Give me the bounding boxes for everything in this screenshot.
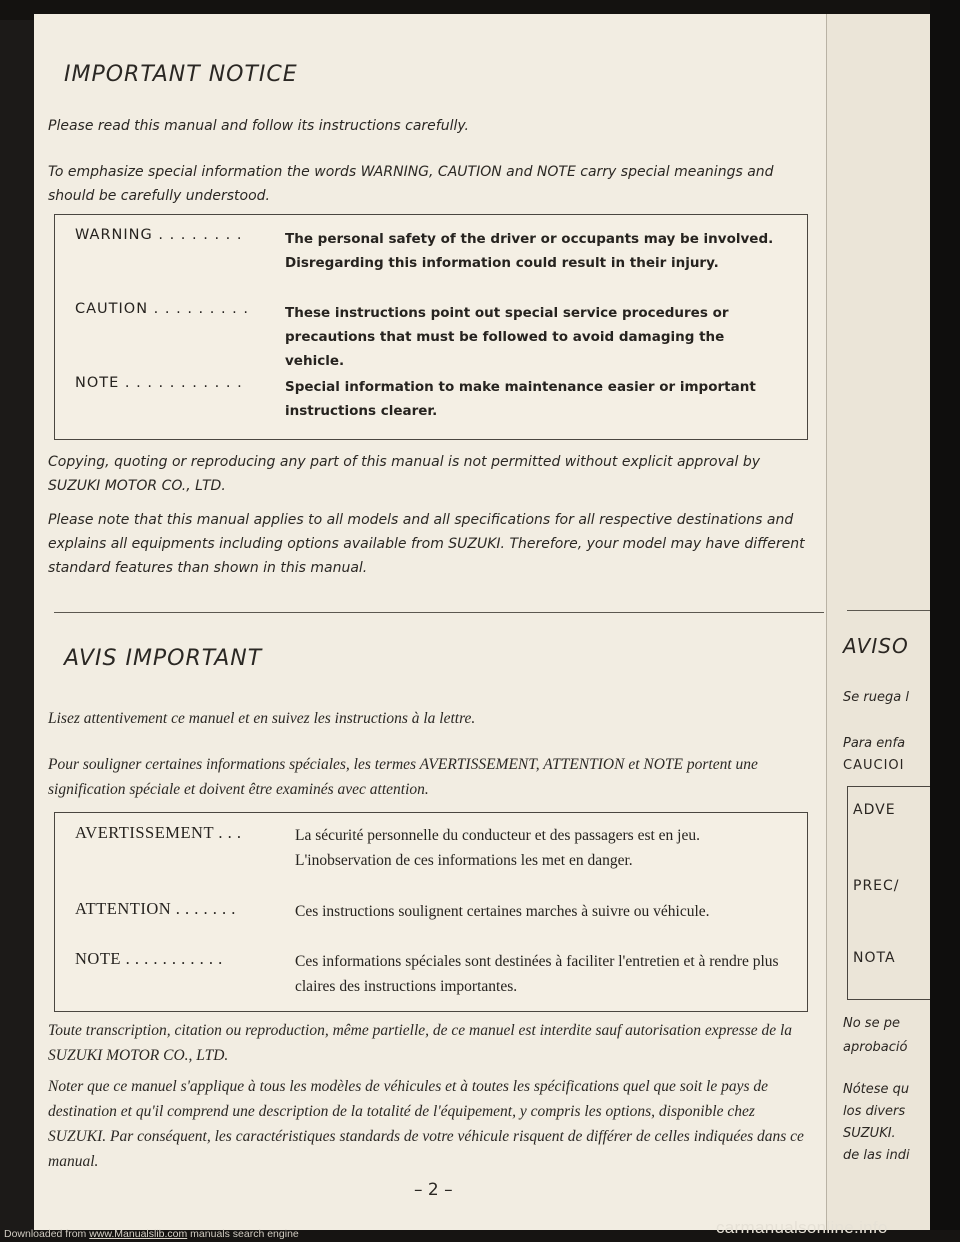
facing-page bbox=[826, 14, 931, 1230]
facing-line: los divers bbox=[843, 1104, 906, 1119]
term-attention: ATTENTION . . . . . . . bbox=[75, 899, 236, 918]
footer-suffix: manuals search engine bbox=[187, 1228, 299, 1240]
facing-divider bbox=[847, 610, 931, 611]
facing-line: aprobació bbox=[843, 1040, 908, 1055]
term-avertissement: AVERTISSEMENT . . . bbox=[75, 823, 242, 842]
desc-warning: The personal safety of the driver or occupants may be involved. Disregarding this information could result in their injury. bbox=[285, 231, 774, 271]
desc-note: Special information to make maintenance easier or important instructions clearer. bbox=[285, 379, 756, 419]
facing-line: SUZUKI. bbox=[843, 1126, 896, 1141]
scan-right-edge bbox=[930, 0, 960, 1242]
avis-title: AVIS IMPORTANT bbox=[64, 646, 263, 671]
manual-page bbox=[34, 14, 826, 1230]
applies-text-fr: Noter que ce manuel s'applique à tous les modèles de véhicules et à toutes les spécifications quel que soit le pays de destination et qu'il comprend une description de la totalité de l'équipement, y compris les options, disponible chez SUZUKI. Par conséquent, les caractéristiques standards de votre véhicule risquent de différer de celles indiquées dans ce manual. bbox=[48, 1078, 804, 1170]
facing-title: AVISO bbox=[843, 634, 909, 658]
watermark: carmanualsonline.info bbox=[716, 1218, 888, 1237]
facing-term: PREC/ bbox=[853, 878, 900, 894]
intro-text-fr: Lisez attentivement ce manuel et en suivez les instructions à la lettre. bbox=[48, 710, 476, 727]
desc-attention: Ces instructions soulignent certaines marches à suivre ou véhicule. bbox=[295, 903, 710, 920]
term-caution: CAUTION . . . . . . . . . bbox=[75, 301, 250, 317]
warning-definitions-box-fr bbox=[54, 812, 808, 1012]
term-note-fr: NOTE . . . . . . . . . . . bbox=[75, 949, 223, 968]
term-warning: WARNING . . . . . . . . bbox=[75, 227, 243, 243]
desc-caution: These instructions point out special service procedures or precautions that must be followed to avoid damaging the vehicle. bbox=[285, 305, 729, 369]
notice-title: IMPORTANT NOTICE bbox=[64, 62, 298, 87]
facing-line: CAUCIOI bbox=[843, 758, 905, 773]
term-note: NOTE . . . . . . . . . . . bbox=[75, 375, 243, 391]
emphasis-text: To emphasize special information the words WARNING, CAUTION and NOTE carry special meanings and should be carefully understood. bbox=[48, 164, 774, 204]
facing-term: NOTA bbox=[853, 950, 896, 966]
facing-term: ADVE bbox=[853, 802, 896, 818]
section-divider bbox=[54, 612, 824, 613]
emphasis-text-fr: Pour souligner certaines informations spéciales, les termes AVERTISSEMENT, ATTENTION et NOTE portent une signification spéciale et doivent être examinés avec attention. bbox=[48, 756, 758, 798]
download-footer bbox=[4, 1228, 299, 1240]
facing-line: Para enfa bbox=[843, 736, 906, 751]
footer-prefix: Downloaded from bbox=[4, 1228, 90, 1240]
facing-line: Se ruega l bbox=[843, 690, 909, 705]
warning-definitions-box bbox=[54, 214, 808, 440]
desc-avertissement: La sécurité personnelle du conducteur et des passagers est en jeu. L'inobservation de ces informations les met en danger. bbox=[295, 827, 700, 869]
page-number: – 2 – bbox=[414, 1180, 453, 1200]
intro-text: Please read this manual and follow its instructions carefully. bbox=[48, 118, 470, 134]
manualslib-link[interactable]: www.Manualslib.com bbox=[89, 1228, 188, 1240]
facing-line: No se pe bbox=[843, 1016, 900, 1031]
applies-text: Please note that this manual applies to all models and all specifications for all respective destinations and explains all equipments including options available from SUZUKI. Therefore, your model may have different standard features than shown in this manual. bbox=[48, 512, 805, 576]
facing-line: Nótese qu bbox=[843, 1082, 910, 1097]
desc-note-fr: Ces informations spéciales sont destinées à faciliter l'entretien et à rendre plus claires des instructions importantes. bbox=[295, 953, 779, 995]
facing-line: de las indi bbox=[843, 1148, 910, 1163]
copying-text-fr: Toute transcription, citation ou reproduction, même partielle, de ce manuel est interdite sauf autorisation expresse de la SUZUKI MOTOR CO., LTD. bbox=[48, 1022, 793, 1064]
copying-text: Copying, quoting or reproducing any part of this manual is not permitted without explicit approval by SUZUKI MOTOR CO., LTD. bbox=[48, 454, 760, 494]
